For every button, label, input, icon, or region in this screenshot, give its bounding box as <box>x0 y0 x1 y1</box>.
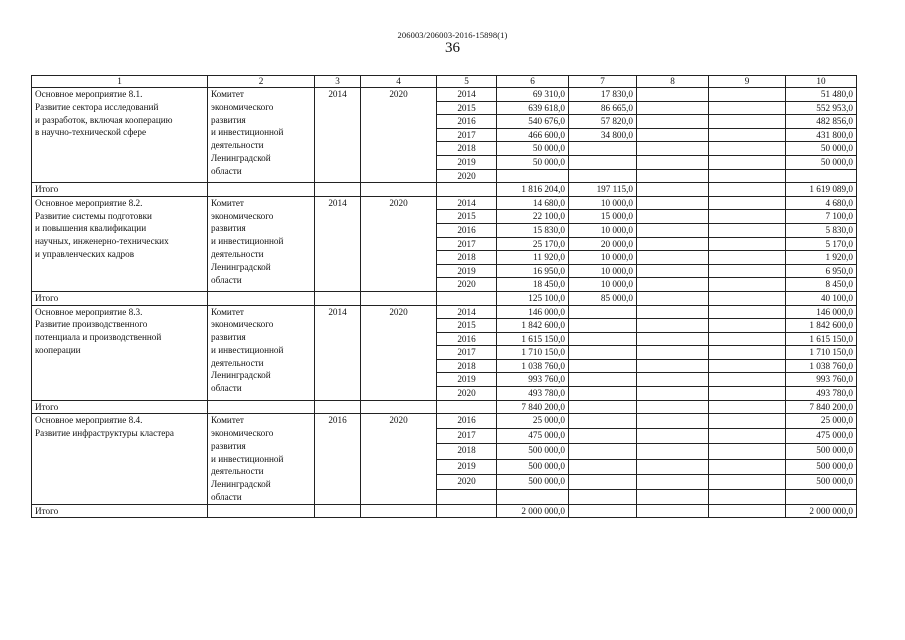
executor-name-line: деятельности <box>211 466 264 477</box>
executor-name-line: и инвестиционной <box>211 127 284 138</box>
activity-name-line: и повышения квалификации <box>35 223 147 234</box>
column-header: 4 <box>361 76 437 88</box>
executor-name <box>208 414 315 505</box>
total-label: Итого <box>32 504 208 518</box>
regional-amount-cell: 7 100,0 <box>786 210 857 224</box>
executor-name-line: экономического <box>211 319 274 330</box>
start-year: 2014 <box>315 196 361 291</box>
regional-amount-cell: 4 680,0 <box>786 196 857 210</box>
total-amount-cell: 540 676,0 <box>497 115 569 129</box>
federal-amount-cell <box>569 332 637 346</box>
activity-name-line: Основное мероприятие 8.4. <box>35 415 143 426</box>
total-amount-cell: 50 000,0 <box>497 142 569 156</box>
executor-name-line: и инвестиционной <box>211 453 284 464</box>
federal-amount-cell: 86 665,0 <box>569 101 637 115</box>
regional-amount-cell: 993 760,0 <box>786 373 857 387</box>
federal-amount-cell <box>569 429 637 444</box>
col8-cell <box>637 155 709 169</box>
col9-cell <box>709 504 786 518</box>
total-amount-cell: 493 780,0 <box>497 387 569 401</box>
executor-name-line: развития <box>211 440 246 451</box>
regional-amount-cell <box>786 489 857 504</box>
federal-amount-cell <box>569 142 637 156</box>
column-header: 9 <box>709 76 786 88</box>
federal-amount-cell: 10 000,0 <box>569 251 637 265</box>
column-header: 7 <box>569 76 637 88</box>
activity-name-line: потенциала и производственной <box>35 332 162 343</box>
column-header: 6 <box>497 76 569 88</box>
federal-amount-cell <box>569 305 637 319</box>
regional-amount-cell: 1 615 150,0 <box>786 332 857 346</box>
executor-name-line: Ленинградской <box>211 152 271 163</box>
col9-cell <box>709 169 786 183</box>
col9-cell <box>709 444 786 459</box>
federal-amount-cell <box>569 444 637 459</box>
end-year: 2020 <box>361 305 437 400</box>
col9-cell <box>709 291 786 305</box>
year-cell: 2017 <box>437 128 497 142</box>
col8-cell <box>637 305 709 319</box>
federal-amount-cell <box>569 474 637 489</box>
year-cell: 2016 <box>437 115 497 129</box>
activity-name <box>32 414 208 505</box>
executor-name-line: области <box>211 492 242 503</box>
year-cell: 2019 <box>437 373 497 387</box>
col8-cell <box>637 237 709 251</box>
federal-amount-cell <box>569 319 637 333</box>
col9-cell <box>709 346 786 360</box>
col8-cell <box>637 88 709 102</box>
col9-cell <box>709 459 786 474</box>
executor-name-line: Ленинградской <box>211 479 271 490</box>
col9-cell <box>709 237 786 251</box>
page-number: 36 <box>445 40 460 56</box>
total-amount-cell: 466 600,0 <box>497 128 569 142</box>
total-label: Итого <box>32 400 208 414</box>
col9-cell <box>709 474 786 489</box>
col9-cell <box>709 387 786 401</box>
budget-table <box>31 75 857 518</box>
col9-cell <box>709 332 786 346</box>
executor-name-line: области <box>211 165 242 176</box>
empty-cell <box>208 183 315 197</box>
total-amount-cell: 18 450,0 <box>497 278 569 292</box>
col9-cell <box>709 223 786 237</box>
activity-name <box>32 88 208 183</box>
total-amount-cell: 16 950,0 <box>497 264 569 278</box>
empty-cell <box>315 504 361 518</box>
year-cell: 2020 <box>437 169 497 183</box>
regional-amount-cell: 482 856,0 <box>786 115 857 129</box>
total-amount-cell: 993 760,0 <box>497 373 569 387</box>
federal-amount-cell: 10 000,0 <box>569 278 637 292</box>
regional-amount-cell: 1 038 760,0 <box>786 359 857 373</box>
executor-name-line: Комитет <box>211 89 244 99</box>
federal-amount-cell: 85 000,0 <box>569 291 637 305</box>
executor-name <box>208 88 315 183</box>
executor-name <box>208 305 315 400</box>
total-amount-cell: 500 000,0 <box>497 474 569 489</box>
col9-cell <box>709 251 786 265</box>
col9-cell <box>709 210 786 224</box>
col9-cell <box>709 278 786 292</box>
col9-cell <box>709 142 786 156</box>
col8-cell <box>637 504 709 518</box>
federal-amount-cell: 15 000,0 <box>569 210 637 224</box>
empty-cell <box>315 400 361 414</box>
executor-name-line: и инвестиционной <box>211 236 284 247</box>
col8-cell <box>637 128 709 142</box>
total-amount-cell: 1 816 204,0 <box>497 183 569 197</box>
federal-amount-cell: 10 000,0 <box>569 223 637 237</box>
total-amount-cell: 1 842 600,0 <box>497 319 569 333</box>
col9-cell <box>709 88 786 102</box>
regional-amount-cell: 5 830,0 <box>786 223 857 237</box>
year-cell: 2018 <box>437 359 497 373</box>
regional-amount-cell: 6 950,0 <box>786 264 857 278</box>
col8-cell <box>637 223 709 237</box>
year-cell: 2019 <box>437 155 497 169</box>
year-cell: 2014 <box>437 88 497 102</box>
year-cell: 2019 <box>437 459 497 474</box>
year-cell: 2018 <box>437 251 497 265</box>
empty-cell <box>208 400 315 414</box>
regional-amount-cell: 40 100,0 <box>786 291 857 305</box>
total-amount-cell: 25 170,0 <box>497 237 569 251</box>
empty-cell <box>437 400 497 414</box>
regional-amount-cell: 552 953,0 <box>786 101 857 115</box>
column-number-row <box>32 76 857 88</box>
empty-cell <box>315 291 361 305</box>
activity-name-line: Основное мероприятие 8.2. <box>35 197 143 208</box>
regional-amount-cell: 50 000,0 <box>786 155 857 169</box>
federal-amount-cell: 10 000,0 <box>569 196 637 210</box>
end-year: 2020 <box>361 88 437 183</box>
col8-cell <box>637 444 709 459</box>
column-header: 1 <box>32 76 208 88</box>
total-amount-cell: 11 920,0 <box>497 251 569 265</box>
col8-cell <box>637 278 709 292</box>
total-amount-cell: 50 000,0 <box>497 155 569 169</box>
col8-cell <box>637 264 709 278</box>
total-amount-cell <box>497 489 569 504</box>
year-cell: 2015 <box>437 101 497 115</box>
executor-name-line: экономического <box>211 210 274 221</box>
year-cell: 2017 <box>437 429 497 444</box>
regional-amount-cell: 5 170,0 <box>786 237 857 251</box>
year-cell: 2018 <box>437 444 497 459</box>
year-cell <box>437 489 497 504</box>
federal-amount-cell <box>569 359 637 373</box>
federal-amount-cell: 197 115,0 <box>569 183 637 197</box>
regional-amount-cell <box>786 169 857 183</box>
regional-amount-cell: 500 000,0 <box>786 459 857 474</box>
federal-amount-cell <box>569 387 637 401</box>
regional-amount-cell: 1 619 089,0 <box>786 183 857 197</box>
federal-amount-cell <box>569 459 637 474</box>
col8-cell <box>637 459 709 474</box>
col8-cell <box>637 169 709 183</box>
regional-amount-cell: 493 780,0 <box>786 387 857 401</box>
executor-name-line: области <box>211 383 242 394</box>
end-year: 2020 <box>361 196 437 291</box>
col9-cell <box>709 183 786 197</box>
col8-cell <box>637 101 709 115</box>
year-cell: 2015 <box>437 210 497 224</box>
col9-cell <box>709 489 786 504</box>
year-cell: 2018 <box>437 142 497 156</box>
total-amount-cell: 69 310,0 <box>497 88 569 102</box>
col8-cell <box>637 346 709 360</box>
table-body <box>32 76 857 518</box>
executor-name-line: экономического <box>211 428 274 439</box>
col8-cell <box>637 387 709 401</box>
col9-cell <box>709 128 786 142</box>
year-cell: 2020 <box>437 278 497 292</box>
regional-amount-cell: 7 840 200,0 <box>786 400 857 414</box>
document-id: 206003/206003-2016-15898(1) <box>397 30 508 40</box>
year-cell: 2017 <box>437 346 497 360</box>
year-cell: 2014 <box>437 196 497 210</box>
total-amount-cell: 2 000 000,0 <box>497 504 569 518</box>
executor-name-line: развития <box>211 223 246 234</box>
executor-name-line: деятельности <box>211 140 264 151</box>
total-amount-cell: 125 100,0 <box>497 291 569 305</box>
executor-name-line: Ленинградской <box>211 261 271 272</box>
col8-cell <box>637 210 709 224</box>
col9-cell <box>709 101 786 115</box>
empty-cell <box>437 183 497 197</box>
col8-cell <box>637 489 709 504</box>
activity-name-line: Развитие инфраструктуры кластера <box>35 428 174 439</box>
executor-name-line: и инвестиционной <box>211 344 284 355</box>
federal-amount-cell: 20 000,0 <box>569 237 637 251</box>
executor-name-line: Комитет <box>211 415 244 426</box>
column-header: 2 <box>208 76 315 88</box>
total-row <box>32 291 857 305</box>
year-cell: 2017 <box>437 237 497 251</box>
table-row <box>32 414 857 429</box>
col8-cell <box>637 115 709 129</box>
total-amount-cell: 25 000,0 <box>497 414 569 429</box>
col8-cell <box>637 183 709 197</box>
federal-amount-cell <box>569 155 637 169</box>
empty-cell <box>208 291 315 305</box>
activity-name-line: в научно-технической сфере <box>35 127 147 138</box>
regional-amount-cell: 475 000,0 <box>786 429 857 444</box>
total-row <box>32 400 857 414</box>
federal-amount-cell <box>569 400 637 414</box>
col9-cell <box>709 319 786 333</box>
federal-amount-cell <box>569 504 637 518</box>
federal-amount-cell <box>569 373 637 387</box>
column-header: 5 <box>437 76 497 88</box>
federal-amount-cell <box>569 346 637 360</box>
activity-name-line: Развитие сектора исследований <box>35 101 159 112</box>
activity-name-line: Развитие системы подготовки <box>35 210 152 221</box>
executor-name-line: деятельности <box>211 248 264 259</box>
col8-cell <box>637 414 709 429</box>
activity-name-line: кооперации <box>35 344 81 355</box>
executor-name-line: экономического <box>211 101 274 112</box>
total-amount-cell: 15 830,0 <box>497 223 569 237</box>
year-cell: 2014 <box>437 305 497 319</box>
total-amount-cell: 639 618,0 <box>497 101 569 115</box>
regional-amount-cell: 1 710 150,0 <box>786 346 857 360</box>
total-amount-cell <box>497 169 569 183</box>
executor-name-line: области <box>211 274 242 285</box>
col9-cell <box>709 305 786 319</box>
col8-cell <box>637 196 709 210</box>
col9-cell <box>709 414 786 429</box>
col9-cell <box>709 429 786 444</box>
executor-name-line: развития <box>211 114 246 125</box>
total-amount-cell: 146 000,0 <box>497 305 569 319</box>
federal-amount-cell: 10 000,0 <box>569 264 637 278</box>
col9-cell <box>709 400 786 414</box>
total-label: Итого <box>32 291 208 305</box>
federal-amount-cell <box>569 169 637 183</box>
column-header: 3 <box>315 76 361 88</box>
start-year: 2016 <box>315 414 361 505</box>
activity-name-line: Основное мероприятие 8.3. <box>35 306 143 317</box>
empty-cell <box>437 504 497 518</box>
col8-cell <box>637 251 709 265</box>
regional-amount-cell: 500 000,0 <box>786 444 857 459</box>
col8-cell <box>637 474 709 489</box>
regional-amount-cell: 500 000,0 <box>786 474 857 489</box>
start-year: 2014 <box>315 305 361 400</box>
year-cell: 2015 <box>437 319 497 333</box>
col8-cell <box>637 429 709 444</box>
empty-cell <box>208 504 315 518</box>
year-cell: 2016 <box>437 414 497 429</box>
col9-cell <box>709 196 786 210</box>
total-amount-cell: 1 710 150,0 <box>497 346 569 360</box>
year-cell: 2020 <box>437 387 497 401</box>
activity-name-line: Основное мероприятие 8.1. <box>35 89 143 99</box>
col8-cell <box>637 332 709 346</box>
executor-name-line: Комитет <box>211 306 244 317</box>
total-amount-cell: 1 038 760,0 <box>497 359 569 373</box>
federal-amount-cell: 57 820,0 <box>569 115 637 129</box>
total-amount-cell: 7 840 200,0 <box>497 400 569 414</box>
col8-cell <box>637 359 709 373</box>
activity-name-line: и разработок, включая кооперацию <box>35 114 173 125</box>
activity-name-line: и управленческих кадров <box>35 248 135 259</box>
column-header: 8 <box>637 76 709 88</box>
federal-amount-cell <box>569 414 637 429</box>
col9-cell <box>709 359 786 373</box>
executor-name-line: развития <box>211 332 246 343</box>
table-row <box>32 305 857 319</box>
table-row <box>32 88 857 102</box>
regional-amount-cell: 1 920,0 <box>786 251 857 265</box>
col9-cell <box>709 264 786 278</box>
start-year: 2014 <box>315 88 361 183</box>
total-row <box>32 504 857 518</box>
executor-name-line: Комитет <box>211 197 244 208</box>
total-label: Итого <box>32 183 208 197</box>
total-amount-cell: 1 615 150,0 <box>497 332 569 346</box>
federal-amount-cell: 34 800,0 <box>569 128 637 142</box>
executor-name <box>208 196 315 291</box>
total-amount-cell: 500 000,0 <box>497 459 569 474</box>
col8-cell <box>637 319 709 333</box>
end-year: 2020 <box>361 414 437 505</box>
col9-cell <box>709 373 786 387</box>
col8-cell <box>637 142 709 156</box>
col9-cell <box>709 115 786 129</box>
table-row <box>32 196 857 210</box>
year-cell: 2020 <box>437 474 497 489</box>
activity-name <box>32 305 208 400</box>
activity-name-line: научных, инженерно-технических <box>35 236 169 247</box>
regional-amount-cell: 146 000,0 <box>786 305 857 319</box>
total-amount-cell: 14 680,0 <box>497 196 569 210</box>
col8-cell <box>637 400 709 414</box>
regional-amount-cell: 431 800,0 <box>786 128 857 142</box>
col8-cell <box>637 373 709 387</box>
total-row <box>32 183 857 197</box>
regional-amount-cell: 51 480,0 <box>786 88 857 102</box>
empty-cell <box>437 291 497 305</box>
empty-cell <box>361 291 437 305</box>
executor-name-line: деятельности <box>211 357 264 368</box>
year-cell: 2016 <box>437 223 497 237</box>
regional-amount-cell: 8 450,0 <box>786 278 857 292</box>
year-cell: 2016 <box>437 332 497 346</box>
total-amount-cell: 475 000,0 <box>497 429 569 444</box>
empty-cell <box>361 400 437 414</box>
year-cell: 2019 <box>437 264 497 278</box>
federal-amount-cell: 17 830,0 <box>569 88 637 102</box>
regional-amount-cell: 1 842 600,0 <box>786 319 857 333</box>
regional-amount-cell: 50 000,0 <box>786 142 857 156</box>
empty-cell <box>315 183 361 197</box>
column-header: 10 <box>786 76 857 88</box>
executor-name-line: Ленинградской <box>211 370 271 381</box>
empty-cell <box>361 504 437 518</box>
total-amount-cell: 22 100,0 <box>497 210 569 224</box>
empty-cell <box>361 183 437 197</box>
federal-amount-cell <box>569 489 637 504</box>
regional-amount-cell: 25 000,0 <box>786 414 857 429</box>
total-amount-cell: 500 000,0 <box>497 444 569 459</box>
col9-cell <box>709 155 786 169</box>
regional-amount-cell: 2 000 000,0 <box>786 504 857 518</box>
activity-name-line: Развитие производственного <box>35 319 148 330</box>
activity-name <box>32 196 208 291</box>
col8-cell <box>637 291 709 305</box>
